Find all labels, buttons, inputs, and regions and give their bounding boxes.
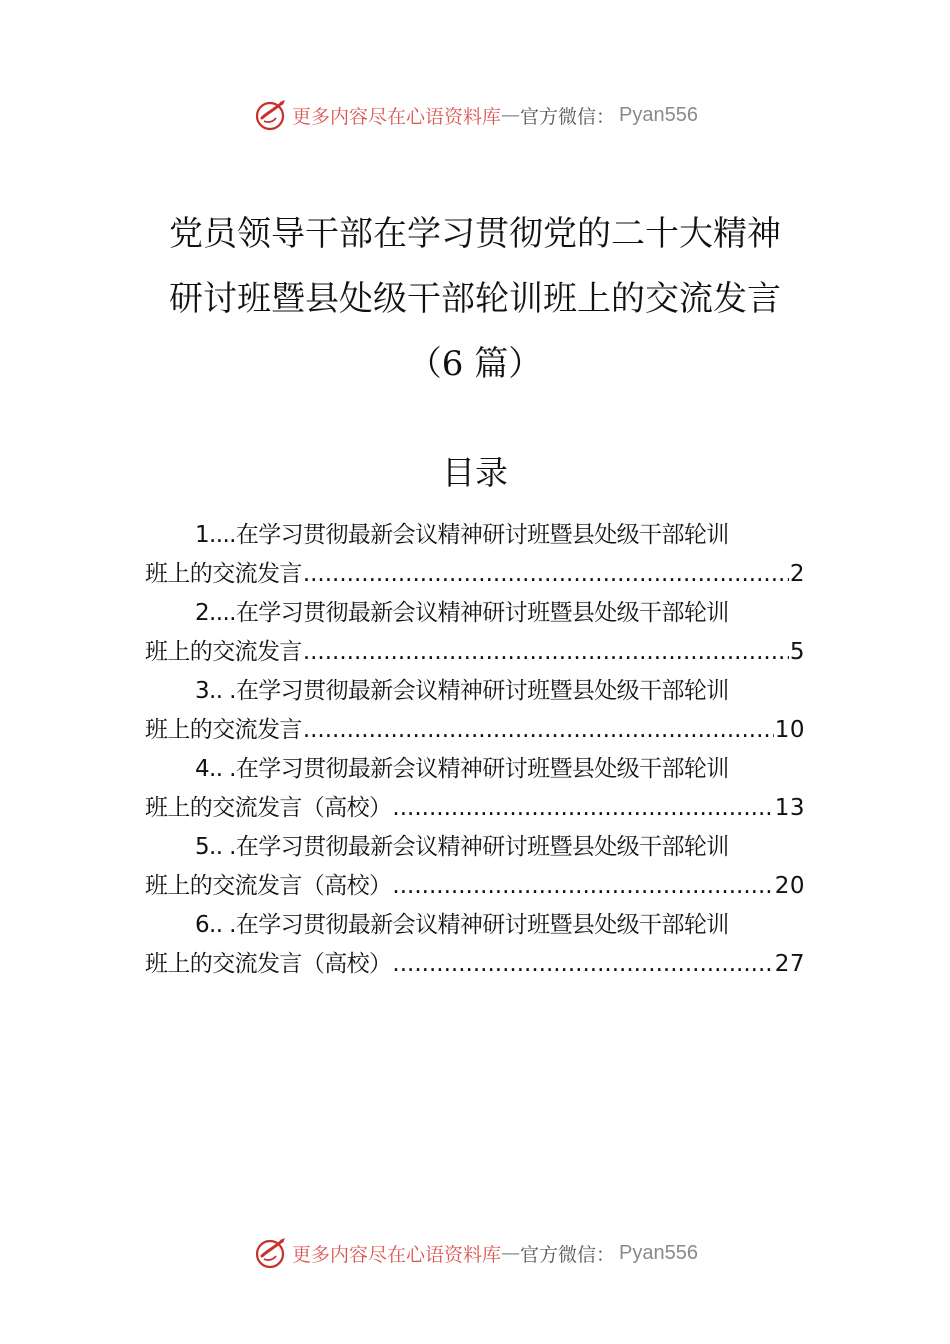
toc-entry-title: 1....在学习贯彻最新会议精神研讨班暨县处级干部轮训 xyxy=(195,522,729,548)
toc-entry-line2 xyxy=(145,945,805,984)
banner-dash: — xyxy=(501,1242,521,1264)
banner-site-name: 更多内容尽在心语资料库 xyxy=(292,1243,502,1266)
toc-entry-title-cont: 班上的交流发言（高校） xyxy=(145,795,392,821)
pen-logo-icon xyxy=(252,1235,288,1271)
toc-page-number: 27 xyxy=(774,951,805,977)
banner-wechat-id: Pyan556 xyxy=(619,1241,698,1264)
pen-logo-icon xyxy=(252,97,288,133)
toc-dot-leader xyxy=(392,789,773,828)
toc-entry-3[interactable] xyxy=(145,672,805,750)
toc-entry-title: 4.. .在学习贯彻最新会议精神研讨班暨县处级干部轮训 xyxy=(195,756,729,782)
toc-entry-title-cont: 班上的交流发言 xyxy=(145,717,302,743)
toc-entry-title: 6.. .在学习贯彻最新会议精神研讨班暨县处级干部轮训 xyxy=(195,912,729,938)
toc-dot-leader xyxy=(392,945,773,984)
toc-entry-line2 xyxy=(145,633,805,672)
toc-entry-title-cont: 班上的交流发言（高校） xyxy=(145,951,392,977)
toc-dot-leader xyxy=(392,867,773,906)
toc-entry-6[interactable] xyxy=(145,906,805,984)
toc-page-number: 2 xyxy=(789,561,805,587)
toc-page-number: 10 xyxy=(774,717,805,743)
toc-entry-5[interactable] xyxy=(145,828,805,906)
footer-watermark-banner xyxy=(0,1233,950,1273)
toc-entry-line2 xyxy=(145,711,805,750)
toc-entry-4[interactable] xyxy=(145,750,805,828)
toc-page-number: 20 xyxy=(774,873,805,899)
toc-entry-title: 2....在学习贯彻最新会议精神研讨班暨县处级干部轮训 xyxy=(195,600,729,626)
banner-wechat-label: 官方微信： xyxy=(520,105,616,128)
toc-entry-title: 3.. .在学习贯彻最新会议精神研讨班暨县处级干部轮训 xyxy=(195,678,729,704)
title-line-3: （6 篇） xyxy=(407,344,543,384)
toc-entry-2[interactable] xyxy=(145,594,805,672)
toc-entry-line2 xyxy=(145,789,805,828)
toc-entry-line2 xyxy=(145,867,805,906)
toc-entry-title-cont: 班上的交流发言 xyxy=(145,561,302,587)
toc-entry-line2 xyxy=(145,555,805,594)
document-title xyxy=(0,202,950,397)
table-of-contents xyxy=(145,516,805,984)
toc-dot-leader xyxy=(303,555,789,594)
toc-page-number: 5 xyxy=(789,639,805,665)
toc-entry-title: 5.. .在学习贯彻最新会议精神研讨班暨县处级干部轮训 xyxy=(195,834,729,860)
toc-entry-title-cont: 班上的交流发言 xyxy=(145,639,302,665)
title-line-1: 党员领导干部在学习贯彻党的二十大精神 xyxy=(169,214,781,254)
toc-dot-leader xyxy=(303,711,774,750)
header-watermark-banner xyxy=(0,95,950,135)
toc-heading: 目录 xyxy=(442,453,508,492)
toc-dot-leader xyxy=(303,633,789,672)
toc-entry-title-cont: 班上的交流发言（高校） xyxy=(145,873,392,899)
toc-entry-1[interactable] xyxy=(145,516,805,594)
banner-wechat-id: Pyan556 xyxy=(619,103,698,126)
banner-dash: — xyxy=(501,104,521,126)
banner-wechat-label: 官方微信： xyxy=(520,1243,616,1266)
title-line-2: 研讨班暨县处级干部轮训班上的交流发言 xyxy=(169,279,781,319)
banner-site-name: 更多内容尽在心语资料库 xyxy=(292,105,502,128)
toc-page-number: 13 xyxy=(774,795,805,821)
